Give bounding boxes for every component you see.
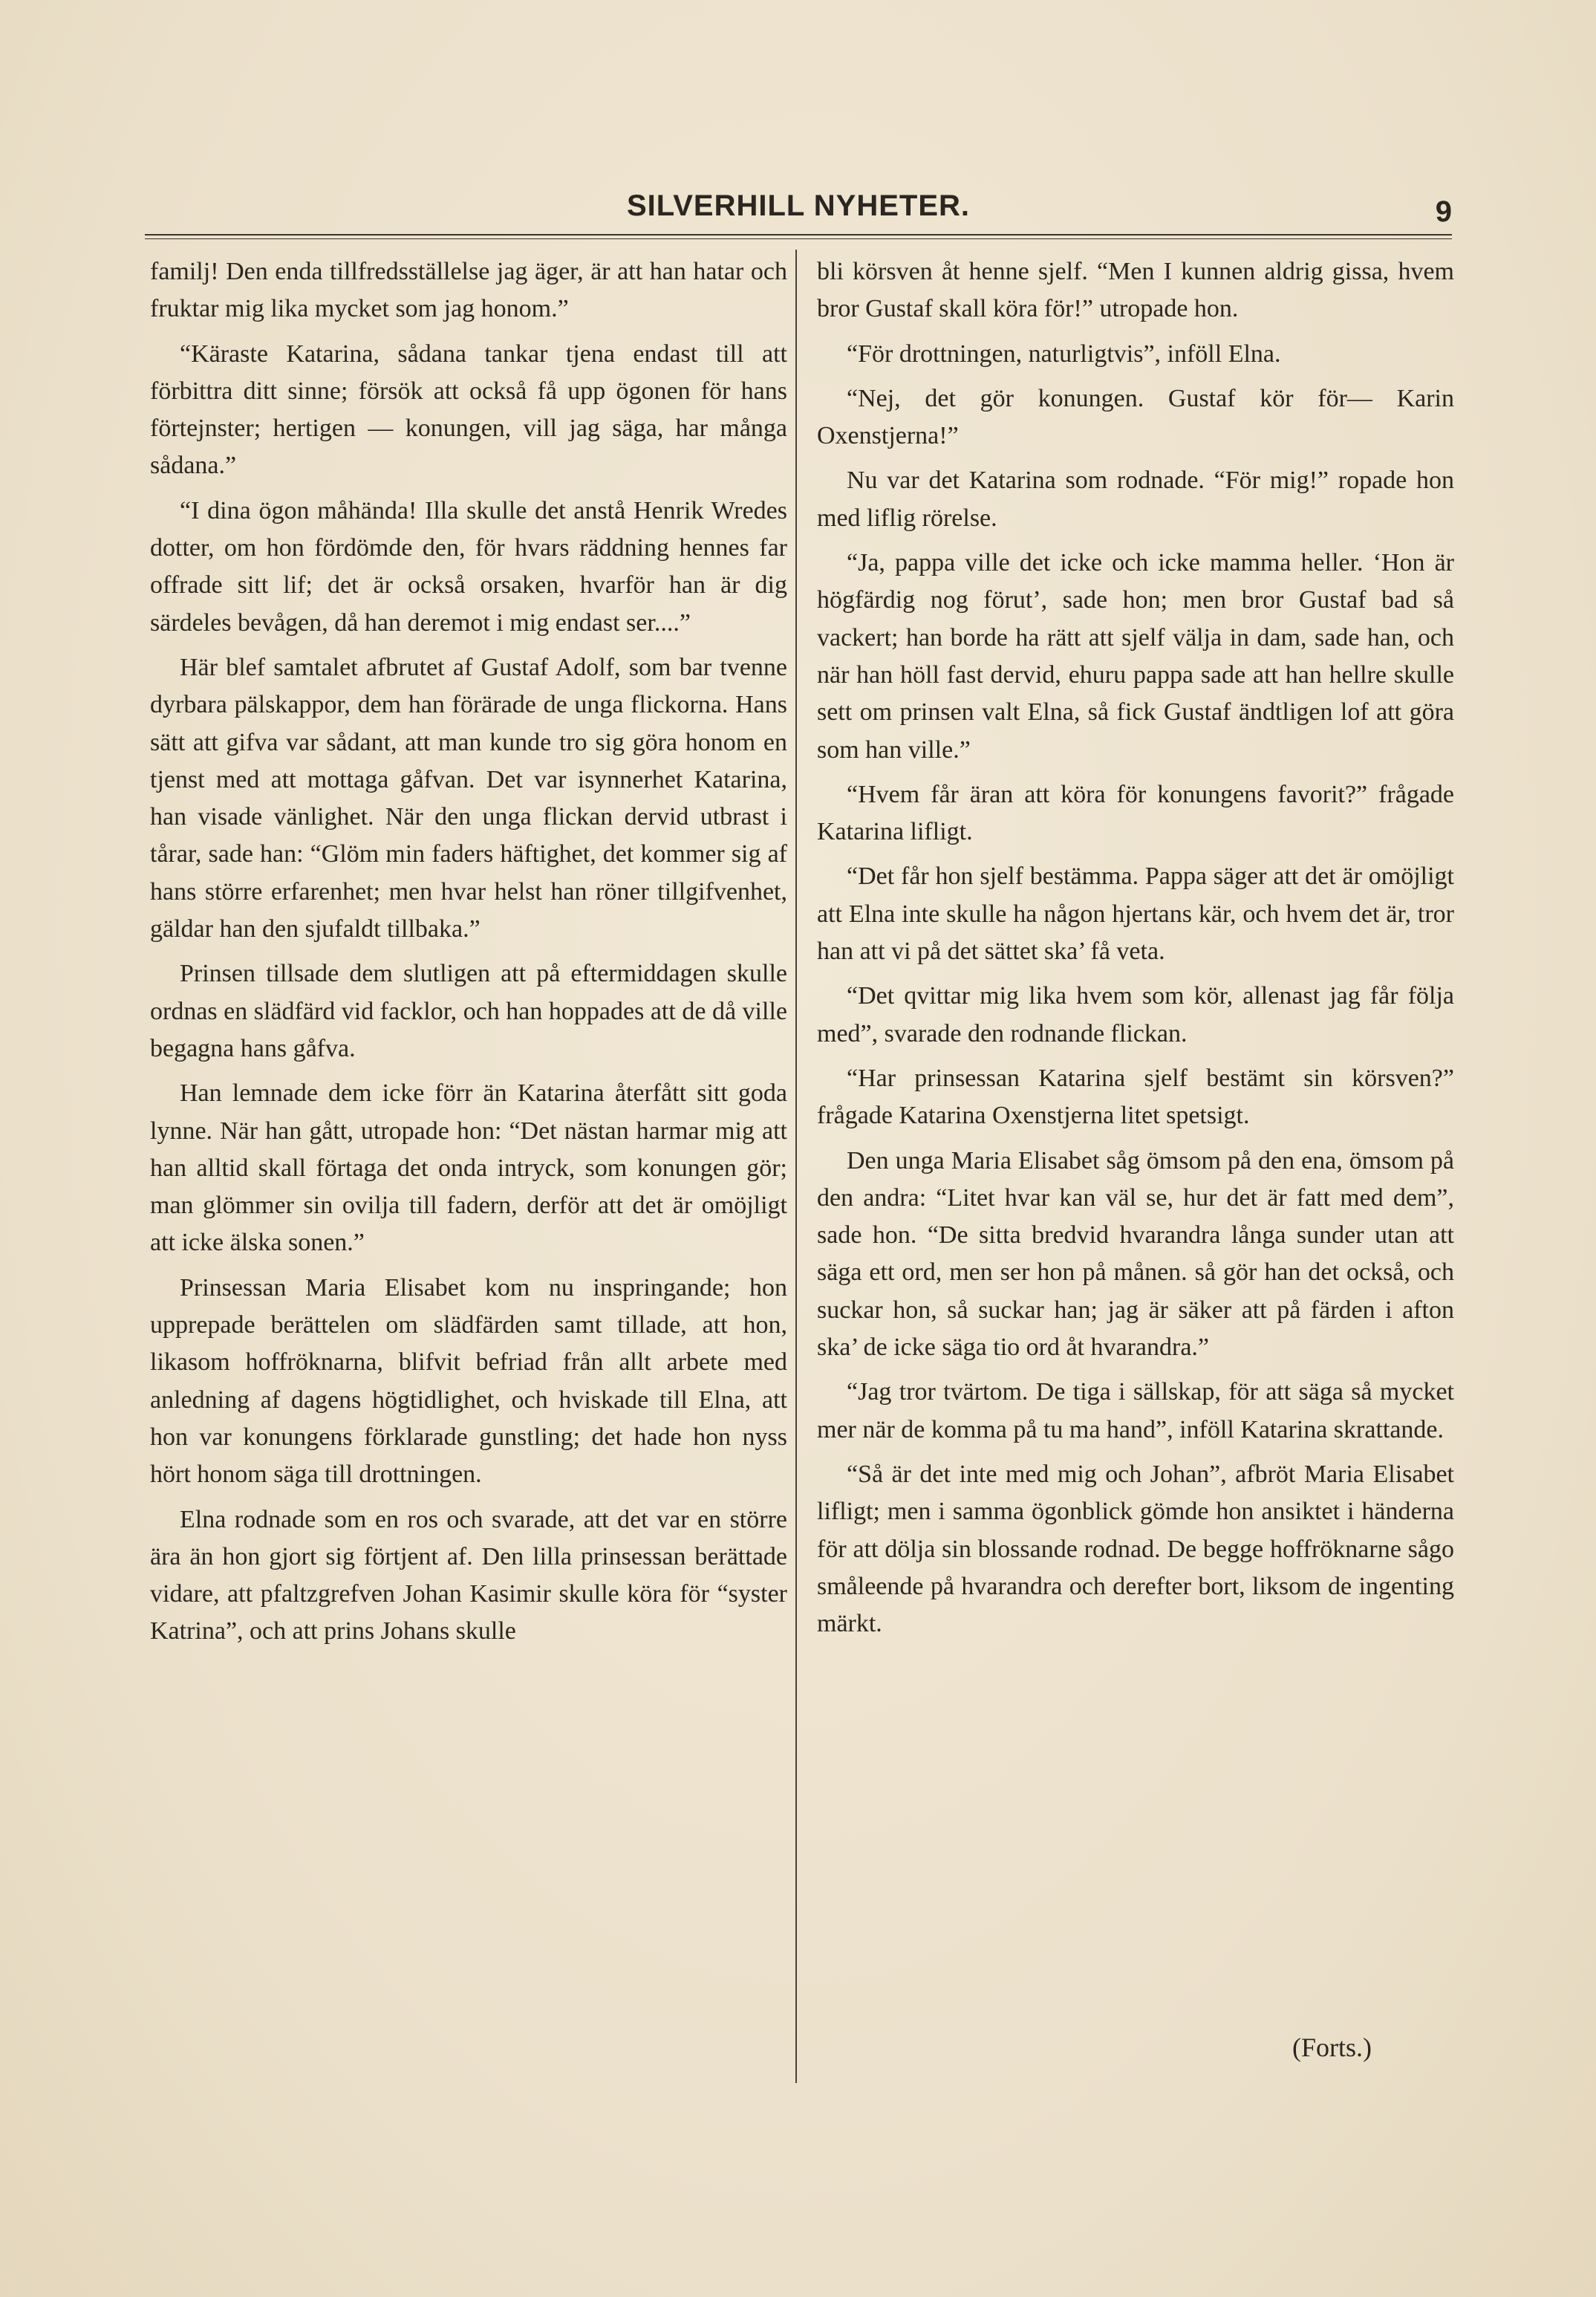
newspaper-title: SILVERHILL NYHETER.	[626, 189, 970, 222]
paragraph: Här blef samtalet afbrutet af Gustaf Adolf, som bar tvenne dyrbara pälskappor, dem han förärade de unga flickorna. Hans sätt att gifva var sådant, att man kunde tro sig göra honom en tjenst med att mottaga gåfvan. Det var isynnerhet Katarina, han visade vänlighet. När den unga flickan dervid utbrast i tårar, sade han: “Glöm min faders häftighet, det kommer sig af hans större erfarenhet; men hvar helst han röner tillgifvenhet, gäldar han den sjufaldt tillbaka.”	[150, 653, 787, 943]
paragraph: “Käraste Katarina, sådana tankar tjena endast till att förbittra ditt sinne; försök att också få upp ögonen för hans förtejnster; hertigen — konungen, vill jag säga, har många sådana.”	[150, 339, 787, 480]
paragraph: Han lemnade dem icke förr än Katarina återfått sitt goda lynne. När han gått, utropade hon: “Det nästan harmar mig att han alltid skall förtaga det onda intryck, som konungen gör; man glömmer sin ovilja till fadern, derför att det är omöjligt att icke älska sonen.”	[150, 1079, 787, 1257]
paragraph: familj! Den enda tillfredsställelse jag äger, är att han hatar och fruktar mig lika mycket som jag honom.”	[150, 258, 787, 323]
paragraph: Elna rodnade som en ros och svarade, att det var en större ära än hon gjort sig förtjent af. Den lilla prinsessan berättade vidare, att pfaltzgrefven Johan Kasimir skulle köra för “syster Katrina”, och att prins Johans skulle	[150, 1505, 787, 1645]
continued-note: (Forts.)	[1292, 2033, 1372, 2062]
paragraph: Prinsen tillsade dem slutligen att på eftermiddagen skulle ordnas en slädfärd vid facklor, och han hoppades att de då ville begagna hans gåfva.	[150, 960, 787, 1062]
paragraph: Den unga Maria Elisabet såg ömsom på den ena, ömsom på den andra: “Litet hvar kan väl se, hur det är fatt med dem”, sade hon. “De sitta bredvid hvarandra långa sunder utan att säga ett ord, men ser hon på månen. så gör han det också, och suckar hon, så suckar han; jag är säker att på färden i afton ska’ de icke säga tio ord åt hvarandra.”	[817, 1146, 1454, 1362]
page-header	[145, 189, 1452, 234]
paragraph: “För drottningen, naturligtvis”, inföll Elna.	[847, 339, 1281, 368]
left-column	[150, 253, 787, 1658]
paragraph: “Har prinsessan Katarina sjelf bestämt sin körsven?” frågade Katarina Oxenstjerna litet spetsigt.	[817, 1064, 1454, 1130]
paragraph: “Jag tror tvärtom. De tiga i sällskap, för att säga så mycket mer när de komma på tu ma hand”, inföll Katarina skrattande.	[817, 1378, 1454, 1443]
header-rule	[145, 234, 1452, 235]
page-number: 9	[1435, 195, 1452, 228]
right-column	[817, 253, 1454, 1650]
paragraph: “I dina ögon måhända! Illa skulle det anstå Henrik Wredes dotter, om hon fördömde den, för hvars räddning hennes far offrade sitt lif; det är också orsaken, hvarför han är dig särdeles bevågen, då han deremot i mig endast ser....”	[150, 496, 787, 637]
paragraph: “Så är det inte med mig och Johan”, afbröt Maria Elisabet lifligt; men i samma ögonblick gömde hon ansiktet i händerna för att dölja sin blossande rodnad. De begge hoffröknarne sågo småleende på hvarandra och derefter bort, liksom de ingenting märkt.	[817, 1460, 1454, 1638]
paragraph: Prinsessan Maria Elisabet kom nu inspringande; hon upprepade berättelen om slädfärden samt tillade, att hon, likasom hoffröknarna, blifvit befriad från allt arbete med anledning af dagens högtidlighet, och hviskade till Elna, att hon var konungens förklarade gunstling; det hade hon nyss hört honom säga till drottningen.	[150, 1273, 787, 1489]
paragraph: “Det får hon sjelf bestämma. Pappa säger att det är omöjligt att Elna inte skulle ha någon hjertans kär, och hvem det är, tror han att vi på det sättet ska’ få veta.	[817, 862, 1454, 966]
header-rule-thin	[145, 238, 1452, 239]
paragraph: “Det qvittar mig lika hvem som kör, allenast jag får följa med”, svarade den rodnande flickan.	[817, 982, 1454, 1047]
paragraph: “Ja, pappa ville det icke och icke mamma heller. ‘Hon är högfärdig nog förut’, sade hon; men bror Gustaf bad så vackert; han borde ha rätt att sjelf välja in dam, sade han, och när han höll fast dervid, ehuru pappa sade att han hellre skulle sett om prinsen valt Elna, så fick Gustaf ändtligen lof att göra som han ville.”	[817, 549, 1454, 764]
paragraph: bli körsven åt henne sjelf. “Men I kunnen aldrig gissa, hvem bror Gustaf skall köra för!” utropade hon.	[817, 258, 1454, 323]
paragraph: Nu var det Katarina som rodnade. “För mig!” ropade hon med liflig rörelse.	[817, 467, 1454, 532]
paragraph: “Hvem får äran att köra för konungens favorit?” frågade Katarina lifligt.	[817, 780, 1454, 846]
column-divider	[795, 250, 797, 2083]
paragraph: “Nej, det gör konungen. Gustaf kör för— Karin Oxenstjerna!”	[817, 384, 1454, 450]
